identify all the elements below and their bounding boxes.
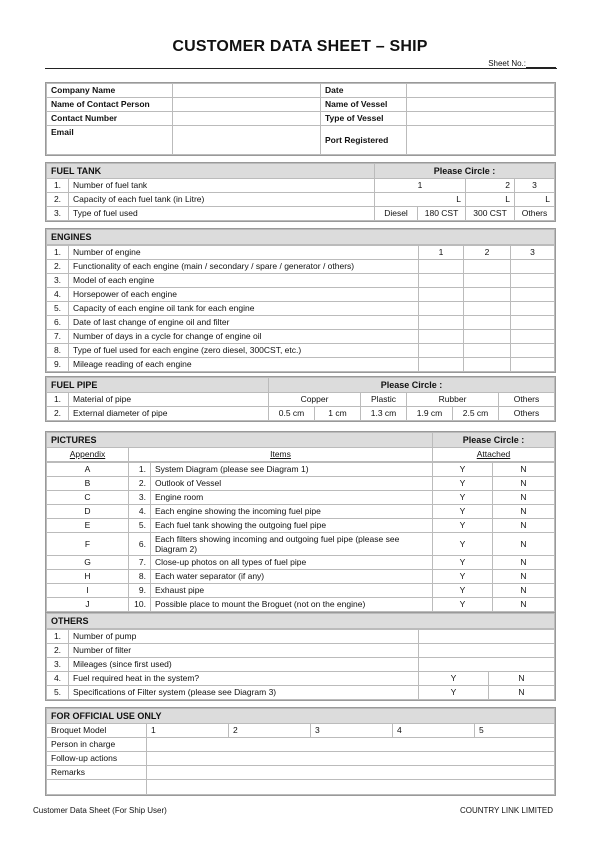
engine-count-3[interactable]: 3 bbox=[511, 246, 555, 260]
option-no[interactable]: N bbox=[489, 686, 555, 700]
row-number: 1. bbox=[129, 463, 151, 477]
diameter-others[interactable]: Others bbox=[499, 407, 555, 421]
title-rule bbox=[45, 68, 557, 69]
col-appendix: Appendix bbox=[47, 448, 129, 462]
fuel-tank-capacity-label: Capacity of each fuel tank (in Litre) bbox=[69, 193, 375, 207]
engine-count-2[interactable]: 2 bbox=[464, 246, 511, 260]
others-field[interactable] bbox=[419, 644, 555, 658]
row-number: 3. bbox=[47, 658, 69, 672]
diameter-2-5[interactable]: 2.5 cm bbox=[453, 407, 499, 421]
appendix-letter: F bbox=[47, 533, 129, 556]
footer-left: Customer Data Sheet (For Ship User) bbox=[33, 806, 167, 815]
picture-item-label: Engine room bbox=[151, 491, 433, 505]
attached-yes[interactable]: Y bbox=[433, 570, 493, 584]
engines-header: ENGINES bbox=[47, 230, 555, 245]
broquet-model-label: Broquet Model bbox=[47, 724, 147, 738]
row-number: 4. bbox=[47, 288, 69, 302]
port-label: Port Registered bbox=[321, 126, 407, 155]
engine-row bbox=[47, 260, 555, 274]
engine-item-label: Date of last change of engine oil and filter bbox=[69, 316, 419, 330]
remarks-label: Remarks bbox=[47, 766, 147, 780]
attached-no[interactable]: N bbox=[493, 491, 555, 505]
pictures-header: PICTURES bbox=[47, 433, 433, 448]
picture-item-label: Possible place to mount the Broguet (not on the engine) bbox=[151, 598, 433, 612]
picture-row bbox=[47, 463, 555, 477]
picture-item-label: Exhaust pipe bbox=[151, 584, 433, 598]
email-field[interactable] bbox=[173, 126, 321, 155]
capacity-field-1[interactable]: L bbox=[375, 193, 466, 207]
fuel-type-label: Type of fuel used bbox=[69, 207, 375, 221]
option-yes[interactable]: Y bbox=[419, 672, 489, 686]
model-3[interactable]: 3 bbox=[311, 724, 393, 738]
date-label: Date bbox=[321, 84, 407, 98]
picture-row bbox=[47, 533, 555, 556]
engine-field-3[interactable] bbox=[511, 358, 555, 372]
engine-item-label: Horsepower of each engine bbox=[69, 288, 419, 302]
engine-field-1[interactable] bbox=[419, 344, 464, 358]
diameter-0-5[interactable]: 0.5 cm bbox=[269, 407, 315, 421]
sheet-no-field[interactable] bbox=[526, 60, 556, 68]
picture-item-label: Close-up photos on all types of fuel pipe bbox=[151, 556, 433, 570]
attached-no[interactable]: N bbox=[493, 570, 555, 584]
others-header: OTHERS bbox=[47, 614, 555, 629]
contact-number-label: Contact Number bbox=[47, 112, 173, 126]
page-title: CUSTOMER DATA SHEET – SHIP bbox=[172, 38, 428, 55]
engine-field-1[interactable] bbox=[419, 288, 464, 302]
engine-field-1[interactable] bbox=[419, 330, 464, 344]
diameter-1[interactable]: 1 cm bbox=[315, 407, 361, 421]
fuel-type-180cst[interactable]: 180 CST bbox=[418, 207, 466, 221]
fuel-tank-header: FUEL TANK bbox=[47, 164, 375, 179]
picture-row bbox=[47, 491, 555, 505]
engine-row bbox=[47, 330, 555, 344]
fuel-tank-count-label: Number of fuel tank bbox=[69, 179, 375, 193]
picture-row bbox=[47, 477, 555, 491]
engine-item-label: Model of each engine bbox=[69, 274, 419, 288]
engine-field-1[interactable] bbox=[419, 358, 464, 372]
picture-row bbox=[47, 584, 555, 598]
count-option-1[interactable]: 1 bbox=[375, 179, 466, 193]
others-section bbox=[45, 612, 556, 701]
attached-no[interactable]: N bbox=[493, 533, 555, 556]
engine-field-2[interactable] bbox=[464, 358, 511, 372]
engine-row bbox=[47, 288, 555, 302]
appendix-letter: I bbox=[47, 584, 129, 598]
row-number: 1. bbox=[47, 179, 69, 193]
engine-field-3[interactable] bbox=[511, 274, 555, 288]
row-number: 3. bbox=[47, 274, 69, 288]
engine-row bbox=[47, 358, 555, 372]
engine-row bbox=[47, 344, 555, 358]
engine-field-1[interactable] bbox=[419, 274, 464, 288]
model-4[interactable]: 4 bbox=[393, 724, 475, 738]
remarks-extra-field[interactable] bbox=[147, 780, 555, 795]
picture-row bbox=[47, 556, 555, 570]
model-1[interactable]: 1 bbox=[147, 724, 229, 738]
count-option-3[interactable]: 3 bbox=[515, 179, 555, 193]
engine-row bbox=[47, 274, 555, 288]
fuel-pipe-please-circle: Please Circle : bbox=[269, 378, 555, 393]
engine-item-label: Functionality of each engine (main / secondary / spare / generator / others) bbox=[69, 260, 419, 274]
row-number: 5. bbox=[129, 519, 151, 533]
others-item-label: Fuel required heat in the system? bbox=[69, 672, 419, 686]
diameter-1-9[interactable]: 1.9 cm bbox=[407, 407, 453, 421]
vessel-type-label: Type of Vessel bbox=[321, 112, 407, 126]
official-header: FOR OFFICIAL USE ONLY bbox=[47, 709, 555, 724]
engine-item-label: Capacity of each engine oil tank for each engine bbox=[69, 302, 419, 316]
attached-yes[interactable]: Y bbox=[433, 477, 493, 491]
row-number: 5. bbox=[47, 686, 69, 700]
engine-field-2[interactable] bbox=[464, 316, 511, 330]
row-number: 2. bbox=[47, 193, 69, 207]
count-option-2[interactable]: 2 bbox=[466, 179, 515, 193]
row-number: 4. bbox=[47, 672, 69, 686]
others-row bbox=[47, 630, 555, 644]
others-item-label: Specifications of Filter system (please see Diagram 3) bbox=[69, 686, 419, 700]
material-copper[interactable]: Copper bbox=[269, 393, 361, 407]
others-field[interactable] bbox=[419, 630, 555, 644]
material-others[interactable]: Others bbox=[499, 393, 555, 407]
picture-row bbox=[47, 519, 555, 533]
engine-field-3[interactable] bbox=[511, 288, 555, 302]
engine-field-1[interactable] bbox=[419, 316, 464, 330]
engine-row bbox=[47, 302, 555, 316]
person-in-charge-field[interactable] bbox=[147, 738, 555, 752]
engine-item-label: Mileage reading of each engine bbox=[69, 358, 419, 372]
row-number: 6. bbox=[47, 316, 69, 330]
row-number: 2. bbox=[47, 644, 69, 658]
row-number: 3. bbox=[129, 491, 151, 505]
attached-yes[interactable]: Y bbox=[433, 505, 493, 519]
appendix-letter: A bbox=[47, 463, 129, 477]
row-number: 1. bbox=[47, 246, 69, 260]
others-row bbox=[47, 686, 555, 700]
row-number: 7. bbox=[47, 330, 69, 344]
row-number: 9. bbox=[47, 358, 69, 372]
row-number: 6. bbox=[129, 533, 151, 556]
attached-yes[interactable]: Y bbox=[433, 463, 493, 477]
followup-field[interactable] bbox=[147, 752, 555, 766]
contact-number-field[interactable] bbox=[173, 112, 321, 126]
date-field[interactable] bbox=[407, 84, 555, 98]
appendix-letter: B bbox=[47, 477, 129, 491]
official-section bbox=[45, 707, 556, 796]
diameter-1-3[interactable]: 1.3 cm bbox=[361, 407, 407, 421]
attached-no[interactable]: N bbox=[493, 584, 555, 598]
engine-field-2[interactable] bbox=[464, 274, 511, 288]
row-number: 2. bbox=[129, 477, 151, 491]
model-2[interactable]: 2 bbox=[229, 724, 311, 738]
row-number: 1. bbox=[47, 630, 69, 644]
engine-item-label: Number of days in a cycle for change of engine oil bbox=[69, 330, 419, 344]
row-number: 8. bbox=[129, 570, 151, 584]
fuel-type-diesel[interactable]: Diesel bbox=[375, 207, 418, 221]
attached-no[interactable]: N bbox=[493, 519, 555, 533]
engine-row bbox=[47, 316, 555, 330]
picture-row bbox=[47, 505, 555, 519]
company-name-label: Company Name bbox=[47, 84, 173, 98]
option-yes[interactable]: Y bbox=[419, 686, 489, 700]
picture-item-label: Each filters showing incoming and outgoing fuel pipe (please see Diagram 2) bbox=[151, 533, 433, 556]
engine-field-1[interactable] bbox=[419, 260, 464, 274]
contact-person-label: Name of Contact Person bbox=[47, 98, 173, 112]
row-number: 7. bbox=[129, 556, 151, 570]
vessel-type-field[interactable] bbox=[407, 112, 555, 126]
others-row bbox=[47, 672, 555, 686]
fuel-pipe-header: FUEL PIPE bbox=[47, 378, 269, 393]
others-item-label: Mileages (since first used) bbox=[69, 658, 419, 672]
vessel-name-label: Name of Vessel bbox=[321, 98, 407, 112]
fuel-pipe-section bbox=[45, 376, 556, 422]
company-name-field[interactable] bbox=[173, 84, 321, 98]
footer-right: COUNTRY LINK LIMITED bbox=[459, 806, 553, 815]
material-plastic[interactable]: Plastic bbox=[361, 393, 407, 407]
picture-item-label: Outlook of Vessel bbox=[151, 477, 433, 491]
engines-section bbox=[45, 228, 556, 373]
remarks-field[interactable] bbox=[147, 766, 555, 780]
remarks-space bbox=[47, 780, 147, 795]
col-attached: Attached bbox=[433, 448, 555, 462]
pipe-diameter-label: External diameter of pipe bbox=[69, 407, 269, 421]
attached-yes[interactable]: Y bbox=[433, 556, 493, 570]
attached-yes[interactable]: Y bbox=[433, 533, 493, 556]
pictures-section bbox=[45, 431, 556, 613]
attached-no[interactable]: N bbox=[493, 556, 555, 570]
engine-field-3[interactable] bbox=[511, 260, 555, 274]
row-number: 8. bbox=[47, 344, 69, 358]
picture-row bbox=[47, 598, 555, 612]
row-number: 1. bbox=[47, 393, 69, 407]
picture-item-label: System Diagram (please see Diagram 1) bbox=[151, 463, 433, 477]
engine-row bbox=[47, 246, 555, 260]
engine-field-3[interactable] bbox=[511, 316, 555, 330]
appendix-letter: J bbox=[47, 598, 129, 612]
others-item-label: Number of filter bbox=[69, 644, 419, 658]
model-5[interactable]: 5 bbox=[475, 724, 555, 738]
row-number: 3. bbox=[47, 207, 69, 221]
others-row bbox=[47, 644, 555, 658]
engine-field-2[interactable] bbox=[464, 302, 511, 316]
engine-field-3[interactable] bbox=[511, 302, 555, 316]
picture-item-label: Each water separator (if any) bbox=[151, 570, 433, 584]
engine-item-label: Number of engine bbox=[69, 246, 419, 260]
row-number: 9. bbox=[129, 584, 151, 598]
row-number: 2. bbox=[47, 260, 69, 274]
picture-item-label: Each fuel tank showing the outgoing fuel pipe bbox=[151, 519, 433, 533]
attached-yes[interactable]: Y bbox=[433, 519, 493, 533]
picture-row bbox=[47, 570, 555, 584]
attached-yes[interactable]: Y bbox=[433, 491, 493, 505]
row-number: 2. bbox=[47, 407, 69, 421]
customer-info-section bbox=[45, 82, 556, 156]
attached-no[interactable]: N bbox=[493, 477, 555, 491]
picture-item-label: Each engine showing the incoming fuel pipe bbox=[151, 505, 433, 519]
fuel-type-others[interactable]: Others bbox=[515, 207, 555, 221]
capacity-field-3[interactable]: L bbox=[515, 193, 555, 207]
engine-field-2[interactable] bbox=[464, 260, 511, 274]
fuel-tank-please-circle: Please Circle : bbox=[375, 164, 555, 179]
engine-field-1[interactable] bbox=[419, 302, 464, 316]
capacity-field-2[interactable]: L bbox=[466, 193, 515, 207]
row-number: 10. bbox=[129, 598, 151, 612]
engine-field-2[interactable] bbox=[464, 344, 511, 358]
sheet-no: Sheet No.: bbox=[488, 59, 556, 68]
engine-count-1[interactable]: 1 bbox=[419, 246, 464, 260]
attached-no[interactable]: N bbox=[493, 505, 555, 519]
attached-no[interactable]: N bbox=[493, 598, 555, 612]
appendix-letter: H bbox=[47, 570, 129, 584]
attached-yes[interactable]: Y bbox=[433, 598, 493, 612]
row-number: 4. bbox=[129, 505, 151, 519]
followup-label: Follow-up actions bbox=[47, 752, 147, 766]
port-field[interactable] bbox=[407, 126, 555, 155]
vessel-name-field[interactable] bbox=[407, 98, 555, 112]
engine-item-label: Type of fuel used for each engine (zero diesel, 300CST, etc.) bbox=[69, 344, 419, 358]
option-no[interactable]: N bbox=[489, 672, 555, 686]
col-items: Items bbox=[129, 448, 433, 462]
pipe-material-label: Material of pipe bbox=[69, 393, 269, 407]
engine-field-3[interactable] bbox=[511, 344, 555, 358]
fuel-tank-section bbox=[45, 162, 556, 222]
fuel-type-300cst[interactable]: 300 CST bbox=[466, 207, 515, 221]
appendix-letter: E bbox=[47, 519, 129, 533]
pictures-please-circle: Please Circle : bbox=[433, 433, 555, 448]
appendix-letter: G bbox=[47, 556, 129, 570]
others-row bbox=[47, 658, 555, 672]
appendix-letter: C bbox=[47, 491, 129, 505]
engine-field-2[interactable] bbox=[464, 330, 511, 344]
contact-person-field[interactable] bbox=[173, 98, 321, 112]
appendix-letter: D bbox=[47, 505, 129, 519]
attached-yes[interactable]: Y bbox=[433, 584, 493, 598]
material-rubber[interactable]: Rubber bbox=[407, 393, 499, 407]
attached-no[interactable]: N bbox=[493, 463, 555, 477]
engine-field-3[interactable] bbox=[511, 330, 555, 344]
others-field[interactable] bbox=[419, 658, 555, 672]
email-label: Email bbox=[47, 126, 173, 155]
row-number: 5. bbox=[47, 302, 69, 316]
others-item-label: Number of pump bbox=[69, 630, 419, 644]
person-in-charge-label: Person in charge bbox=[47, 738, 147, 752]
engine-field-2[interactable] bbox=[464, 288, 511, 302]
